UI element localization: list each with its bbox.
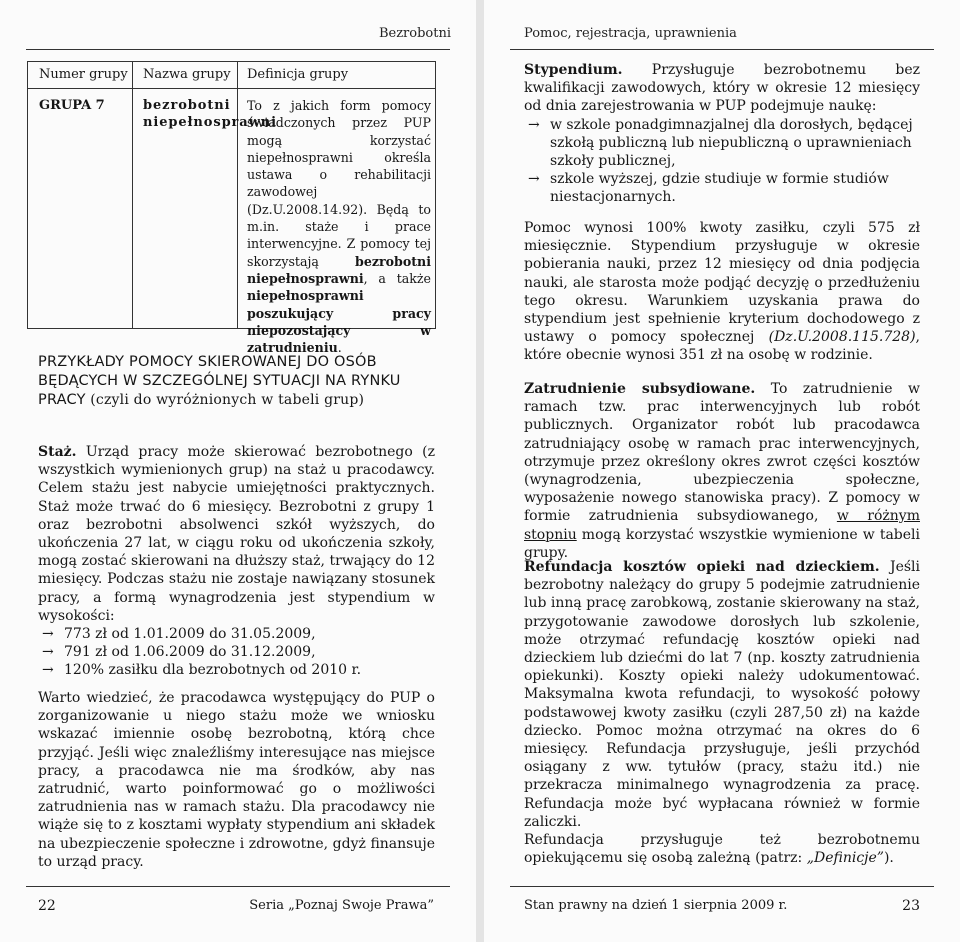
school-list — [524, 116, 920, 207]
legal-status: Stan prawny na dzień 1 sierpnia 2009 r. — [524, 898, 788, 913]
stypendium-paragraph: Stypendium. Przysługuje bezrobotnemu bez kwalifikacji zawodowych, który w okresie 12 miesięcy od dnia zarejestrowania w PUP podejmuje naukę: → w szkole ponadgimnazjalnej dla dorosłych, będącej szkołą publiczną lub niepubliczną o uprawnieniach szkoły publicznej, → szkole wyższej, gdzie studiuje w formie studiów niestacjonarnych. — [524, 62, 920, 206]
header-group-name: Nazwa grupy — [143, 67, 231, 82]
running-head: Pomoc, rejestracja, uprawnienia — [524, 26, 737, 41]
right-page — [484, 0, 960, 942]
series-title: Seria „Poznaj Swoje Prawa” — [249, 898, 434, 913]
stypendium-label: Stypendium. — [524, 62, 623, 78]
arrow-icon: → — [42, 644, 54, 661]
header-group-definition: Definicja grupy — [247, 67, 349, 82]
list-item: → w szkole ponadgimnazjalnej dla dorosłych, będącej szkołą publiczną lub niepubliczną o uprawnieniach szkoły publicznej, — [528, 116, 913, 170]
list-item: → szkole wyższej, gdzie studiuje w formie studiów niestacjonarnych. — [528, 171, 889, 206]
staz-paragraph: Staż. Urząd pracy może skierować bezrobotnego (z wszystkich wymienionych grup) na staż u pracodawcy. Celem stażu jest nabycie umiejętności praktycznych. Staż może trwać do 6 miesięcy. Bezrobotni z grupy 1 oraz bezrobotni absolwenci szkół wyższych, do ukończenia 27 lat, w ciągu roku od ukończenia szkoły, mogą zostać skierowani na dłuższy staż, trwający do 12 miesięcy. Podczas stażu nie zostaje nawiązany stosunek pracy, a formą wynagrodzenia jest stypendium w wysokości: → 773 zł od 1.01.2009 do 31.05.2009, → 791 zł od 1.06.2009 do 31.12.2009, → 120% zasiłku dla bezrobotnych od 2010 r. — [38, 444, 435, 679]
list-item: → 791 zł od 1.06.2009 do 31.12.2009, — [42, 644, 316, 661]
running-head: Bezrobotni — [378, 26, 451, 41]
group-name-cell: bezrobotni niepełnosprawni — [143, 98, 277, 131]
staz-label: Staż. — [38, 444, 77, 460]
page-number: 22 — [38, 898, 56, 914]
groups-table — [27, 61, 436, 356]
arrow-icon: → — [42, 662, 54, 679]
table-header-row — [28, 62, 435, 89]
list-item: → 120% zasiłku dla bezrobotnych od 2010 r. — [42, 662, 362, 679]
section-heading: PRZYKŁADY POMOCY SKIEROWANEJ DO OSÓB BĘDĄCYCH W SZCZEGÓLNEJ SYTUACJI NA RYNKU PRACY (czyli do wyróżnionych w tabeli grup) — [38, 354, 401, 408]
warto-paragraph: Warto wiedzieć, że pracodawca występujący do PUP o zorganizowanie u niego stażu może we wniosku wskazać imiennie osobę bezrobotną, którą chce przyjąć. Jeśli więc znaleźliśmy interesujące nas miejsce pracy, a pracodawca nie ma środków, aby nas zatrudnić, warto poinformować go o możliwości zatrudnienia nas w ramach stażu. Dla pracodawcy nie wiąże się to z kosztami wypłaty stypendium ani składek na ubezpieczenie społeczne i zdrowotne, gdyż finansuje to urząd pracy. — [38, 690, 435, 870]
header-rule — [510, 49, 934, 50]
left-page — [0, 0, 476, 942]
refundacja-paragraph: Refundacja kosztów opieki nad dzieckiem. Jeśli bezrobotny należący do grupy 5 podejmie zatrudnienie lub inną pracę zarobkową, zostanie skierowany na staż, przygotowanie zawodowe dorosłych lub szkolenie, może otrzymać refundację kosztów opieki nad dzieckiem lub dziećmi do lat 7 (np. koszty zatrudnienia opiekunki). Koszty opieki należy udokumentować. Maksymalna kwota refundacji, to wysokość połowy podstawowej kwoty zasiłku (czyli 287,50 zł) na każde dziecko. Pomoc można otrzymać na okres do 6 miesięcy. Refundacja przysługuje, jeśli przychód osiągany z ww. tytułów (pracy, stażu itd.) nie przekracza minimalnego wynagrodzenia za pracę. Refundacja może być wypłacana również w formie zaliczki. — [524, 559, 920, 830]
header-group-number: Numer grupy — [39, 67, 128, 82]
stipend-list — [38, 625, 435, 680]
arrow-icon: → — [528, 116, 540, 133]
header-rule — [26, 49, 450, 50]
page-number: 23 — [902, 898, 920, 914]
list-item: → 773 zł od 1.01.2009 do 31.05.2009, — [42, 626, 316, 643]
group-definition-cell: To z jakich form pomocy świadczonych przez PUP mogą korzystać niepełnosprawni określa ustawa o rehabilitacji zawodowej (Dz.U.2008.14.92). Będą to m.in. staże i prace interwencyjne. Z pomocy tej skorzystają bezrobotni niepełnosprawni, a także niepełnosprawni poszukujący pracy niepozostający w zatrudnieniu. — [247, 98, 431, 356]
arrow-icon: → — [42, 626, 54, 643]
refundacja-label: Refundacja kosztów opieki nad dzieckiem. — [524, 559, 880, 575]
zatrudnienie-paragraph: Zatrudnienie subsydiowane. To zatrudnienie w ramach tzw. prac interwencyjnych lub robót publicznych. Organizator robót lub pracodawca zatrudniający osobę w ramach prac interwencyjnych, otrzymuje przez określony okres zwrot części kosztów (wynagrodzenia, ubezpieczenia społeczne, wyposażenie nowego stanowiska pracy). Z pomocy w formie zatrudnienia subsydiowanego, w różnym stopniu mogą korzystać wszystkie wymienione w tabeli grupy. — [524, 381, 920, 561]
arrow-icon: → — [528, 171, 540, 188]
refundacja-dependent-paragraph: Refundacja przysługuje też bezrobotnemu opiekującemu się osobą zależną (patrz: „Definicje”). — [524, 832, 920, 867]
zatrudnienie-label: Zatrudnienie subsydiowane. — [524, 381, 756, 397]
pomoc-paragraph: Pomoc wynosi 100% kwoty zasiłku, czyli 575 zł miesięcznie. Stypendium przysługuje w okresie pobierania nauki, przez 12 miesięcy od dnia podjęcia nauki, ale starosta może podjąć decyzję o przedłużeniu tego okresu. Warunkiem uzyskania prawa do stypendium jest spełnienie kryterium dochodowego z ustawy o pomocy społecznej (Dz.U.2008.115.728), które obecnie wynosi 351 zł na osobę w rodzinie. — [524, 220, 920, 364]
footer-rule — [510, 886, 934, 887]
column-divider — [132, 62, 133, 328]
footer-rule — [26, 886, 450, 887]
group-number-cell: GRUPA 7 — [39, 98, 105, 113]
